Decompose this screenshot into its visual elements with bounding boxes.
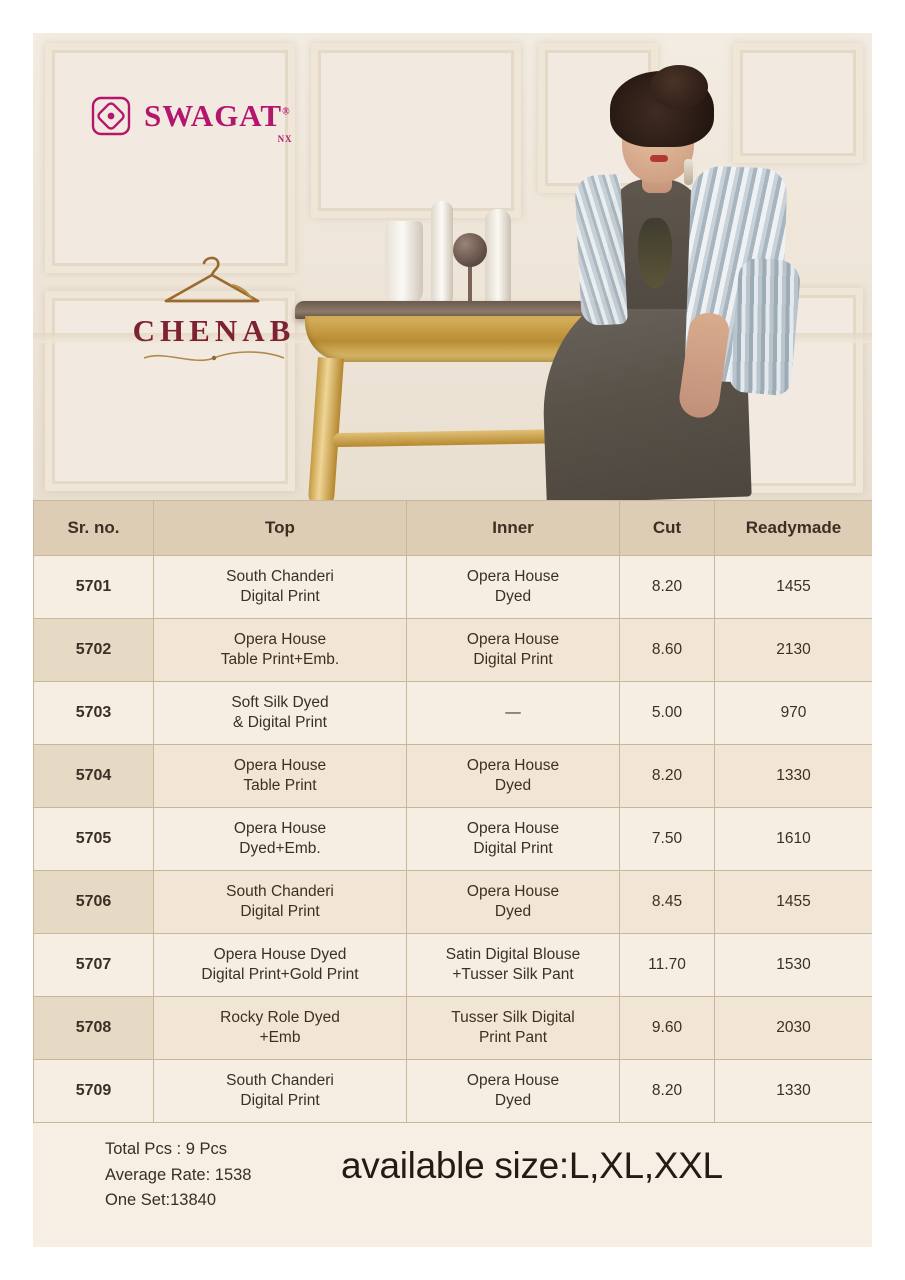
cell-cut: 8.60 bbox=[620, 619, 715, 682]
column-header-readymade: Readymade bbox=[715, 501, 873, 556]
cell-readymade: 1330 bbox=[715, 745, 873, 808]
cell-cut: 11.70 bbox=[620, 934, 715, 997]
cell-top bbox=[154, 556, 407, 619]
cell-inner-line: Dyed bbox=[494, 777, 532, 794]
cell-top-line: South Chanderi bbox=[226, 882, 334, 900]
brand-name-text: SWAGAT bbox=[144, 98, 283, 133]
model-earring bbox=[684, 159, 693, 185]
cell-top-line: Digital Print bbox=[240, 588, 320, 605]
cell-top-line: Opera House bbox=[233, 630, 327, 648]
cell-top-line: South Chanderi bbox=[226, 1071, 334, 1089]
cell-top-line: Dyed+Emb. bbox=[239, 840, 321, 857]
cell-top-line: Table Print+Emb. bbox=[220, 651, 340, 668]
cell-top-line: South Chanderi bbox=[226, 567, 334, 585]
cell-sr-no: 5706 bbox=[34, 871, 154, 934]
cell-top bbox=[154, 682, 407, 745]
cell-sr-no: 5709 bbox=[34, 1060, 154, 1123]
cell-sr-no: 5702 bbox=[34, 619, 154, 682]
cell-inner bbox=[407, 997, 620, 1060]
cell-top-line: Digital Print bbox=[240, 903, 320, 920]
column-header-sr-no: Sr. no. bbox=[34, 501, 154, 556]
cell-inner-line: Satin Digital Blouse bbox=[445, 945, 581, 963]
brand-suffix: NX bbox=[277, 134, 293, 144]
cell-top-line: & Digital Print bbox=[233, 714, 327, 731]
model-jacket-left bbox=[574, 174, 628, 326]
cell-cut: 5.00 bbox=[620, 682, 715, 745]
clothes-hanger-icon bbox=[148, 255, 280, 317]
cell-readymade: 1530 bbox=[715, 934, 873, 997]
cell-readymade: 1455 bbox=[715, 556, 873, 619]
totals-block bbox=[105, 1137, 251, 1214]
swagat-diamond-logo-icon bbox=[88, 93, 134, 139]
cell-inner-line: Opera House bbox=[466, 630, 560, 648]
cell-sr-no: 5705 bbox=[34, 808, 154, 871]
cell-inner-line: Print Pant bbox=[478, 1029, 548, 1046]
wall-panel bbox=[311, 43, 521, 218]
vase-decor bbox=[385, 221, 423, 305]
cell-inner bbox=[407, 556, 620, 619]
cell-top bbox=[154, 619, 407, 682]
cell-top-line: Soft Silk Dyed bbox=[231, 693, 329, 711]
collection-name: CHENAB bbox=[132, 313, 296, 348]
brand-wordmark bbox=[144, 98, 293, 144]
cell-top-line: +Emb bbox=[259, 1029, 301, 1046]
cell-sr-no: 5701 bbox=[34, 556, 154, 619]
cell-top bbox=[154, 934, 407, 997]
cell-inner-line: — bbox=[505, 703, 521, 721]
column-header-inner: Inner bbox=[407, 501, 620, 556]
cell-inner-line: Digital Print bbox=[473, 651, 553, 668]
cell-top-line: Digital Print+Gold Print bbox=[201, 966, 359, 983]
cell-inner-line: Dyed bbox=[494, 588, 532, 605]
table-row bbox=[34, 1060, 873, 1123]
collection-block bbox=[99, 255, 329, 370]
table-row bbox=[34, 556, 873, 619]
cell-readymade: 1455 bbox=[715, 871, 873, 934]
cell-inner bbox=[407, 1060, 620, 1123]
summary-footer bbox=[33, 1123, 872, 1247]
cell-cut: 9.60 bbox=[620, 997, 715, 1060]
decor-sphere bbox=[453, 233, 487, 267]
table-header-row bbox=[34, 501, 873, 556]
cell-inner-line: +Tusser Silk Pant bbox=[452, 966, 574, 983]
product-table bbox=[33, 500, 872, 1123]
cell-inner bbox=[407, 808, 620, 871]
cell-cut: 8.20 bbox=[620, 745, 715, 808]
hero-banner bbox=[33, 33, 872, 500]
cell-inner bbox=[407, 934, 620, 997]
cell-top bbox=[154, 1060, 407, 1123]
table-row bbox=[34, 871, 873, 934]
average-rate: Average Rate: 1538 bbox=[105, 1165, 252, 1184]
table-row bbox=[34, 934, 873, 997]
cell-cut: 8.45 bbox=[620, 871, 715, 934]
table-row bbox=[34, 682, 873, 745]
cell-sr-no: 5703 bbox=[34, 682, 154, 745]
model-jacket-sleeve bbox=[728, 257, 802, 397]
cell-inner-line: Tusser Silk Digital bbox=[451, 1008, 575, 1026]
model-photo bbox=[538, 63, 872, 500]
vase-decor bbox=[431, 201, 453, 305]
brand-logo bbox=[88, 81, 338, 151]
cell-top-line: Rocky Role Dyed bbox=[220, 1008, 340, 1026]
cell-top bbox=[154, 808, 407, 871]
cell-readymade: 1330 bbox=[715, 1060, 873, 1123]
catalog-card bbox=[33, 33, 872, 1247]
flourish-ornament-icon bbox=[99, 351, 329, 370]
cell-top bbox=[154, 745, 407, 808]
cell-inner bbox=[407, 619, 620, 682]
cell-top bbox=[154, 871, 407, 934]
cell-inner-line: Dyed bbox=[494, 903, 532, 920]
cell-cut: 8.20 bbox=[620, 1060, 715, 1123]
cell-sr-no: 5704 bbox=[34, 745, 154, 808]
column-header-cut: Cut bbox=[620, 501, 715, 556]
cell-inner bbox=[407, 682, 620, 745]
model-hair-bun bbox=[650, 65, 708, 109]
cell-inner-line: Digital Print bbox=[473, 840, 553, 857]
cell-sr-no: 5707 bbox=[34, 934, 154, 997]
registered-mark: ® bbox=[282, 106, 291, 118]
wall-panel bbox=[45, 43, 295, 273]
cell-inner-line: Opera House bbox=[466, 756, 560, 774]
column-header-top: Top bbox=[154, 501, 407, 556]
cell-inner-line: Opera House bbox=[466, 882, 560, 900]
vase-decor bbox=[485, 209, 511, 305]
cell-inner-line: Dyed bbox=[494, 1092, 532, 1109]
cell-readymade: 2030 bbox=[715, 997, 873, 1060]
cell-top-line: Opera House bbox=[233, 819, 327, 837]
cell-top bbox=[154, 997, 407, 1060]
table-row bbox=[34, 997, 873, 1060]
cell-inner bbox=[407, 745, 620, 808]
cell-readymade: 970 bbox=[715, 682, 873, 745]
table-row bbox=[34, 619, 873, 682]
cell-cut: 8.20 bbox=[620, 556, 715, 619]
total-pcs: Total Pcs : 9 Pcs bbox=[105, 1140, 227, 1158]
cell-inner-line: Opera House bbox=[466, 1071, 560, 1089]
cell-cut: 7.50 bbox=[620, 808, 715, 871]
model-lips bbox=[650, 155, 668, 162]
cell-inner bbox=[407, 871, 620, 934]
embroidery-motif bbox=[638, 218, 672, 288]
cell-inner-line: Opera House bbox=[466, 819, 560, 837]
one-set-price: One Set:13840 bbox=[105, 1191, 217, 1210]
cell-top-line: Digital Print bbox=[240, 1092, 320, 1109]
cell-top-line: Table Print bbox=[243, 777, 317, 794]
cell-inner-line: Opera House bbox=[466, 567, 560, 585]
cell-top-line: Opera House bbox=[233, 756, 327, 774]
table-row bbox=[34, 808, 873, 871]
cell-readymade: 2130 bbox=[715, 619, 873, 682]
cell-readymade: 1610 bbox=[715, 808, 873, 871]
table-row bbox=[34, 745, 873, 808]
cell-sr-no: 5708 bbox=[34, 997, 154, 1060]
cell-top-line: Opera House Dyed bbox=[213, 945, 347, 963]
available-size-text: available size:L,XL,XXL bbox=[341, 1145, 723, 1186]
